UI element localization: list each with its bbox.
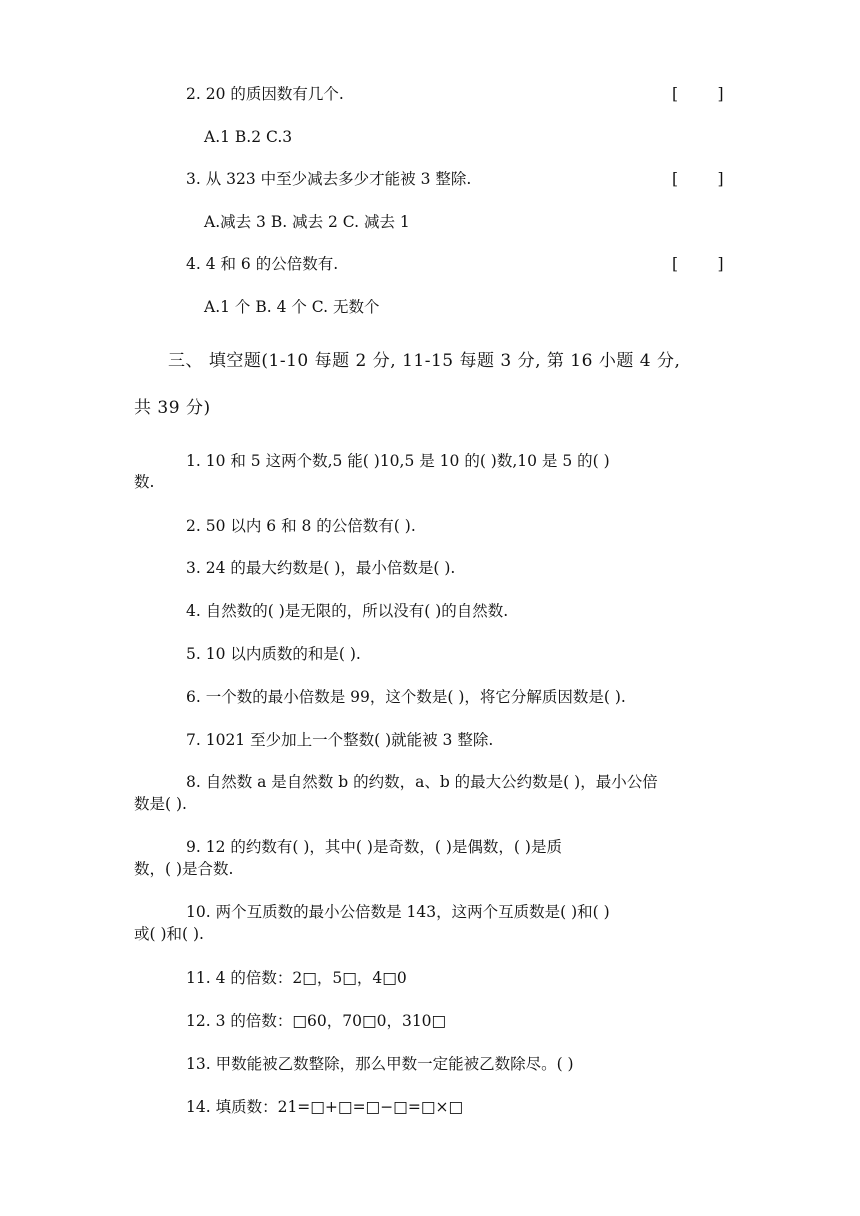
answer-bracket-3[interactable]: [ ] [672,170,724,188]
fill-question-9: 9. 12 的约数有( )，其中( )是奇数，( )是偶数，( )是质 [186,838,562,856]
fill-question-6: 6. 一个数的最小倍数是 99，这个数是( )，将它分解质因数是( ). [186,688,626,706]
fill-question-8-cont: 数是( ). [134,795,187,813]
choice-question-3: 3. 从 323 中至少减去多少才能被 3 整除. [186,170,472,188]
fill-question-11: 11. 4 的倍数：2□，5□，4□0 [186,969,407,987]
fill-question-12: 12. 3 的倍数：□60，70□0，310□ [186,1012,447,1030]
fill-question-4: 4. 自然数的( )是无限的，所以没有( )的自然数. [186,602,509,620]
choice-options-4: A.1 个 B. 4 个 C. 无数个 [204,298,380,316]
fill-question-3: 3. 24 的最大约数是( )，最小倍数是( ). [186,559,456,577]
fill-question-13: 13. 甲数能被乙数整除，那么甲数一定能被乙数除尽。( ) [186,1055,574,1073]
fill-question-7: 7. 1021 至少加上一个整数( )就能被 3 整除. [186,731,494,749]
fill-question-14: 14. 填质数：21=□+□=□−□=□×□ [186,1098,464,1116]
choice-options-2: A.1 B.2 C.3 [204,128,293,146]
fill-question-10-cont: 或( )和( ). [134,925,204,943]
fill-question-1-cont: 数. [134,473,155,491]
section-3-heading-cont: 共 39 分) [134,398,211,418]
fill-question-9-cont: 数，( )是合数. [134,860,234,878]
answer-bracket-2[interactable]: [ ] [672,85,724,103]
fill-question-8: 8. 自然数 a 是自然数 b 的约数，a、b 的最大公约数是( )，最小公倍 [186,773,658,791]
fill-question-1: 1. 10 和 5 这两个数,5 能( )10,5 是 10 的( )数,10 是 5 的( ) [186,452,610,470]
choice-question-2: 2. 20 的质因数有几个. [186,85,344,103]
choice-question-4: 4. 4 和 6 的公倍数有. [186,255,339,273]
fill-question-2: 2. 50 以内 6 和 8 的公倍数有( ). [186,517,416,535]
fill-question-5: 5. 10 以内质数的和是( ). [186,645,361,663]
fill-question-10: 10. 两个互质数的最小公倍数是 143，这两个互质数是( )和( ) [186,903,610,921]
answer-bracket-4[interactable]: [ ] [672,255,724,273]
choice-options-3: A.减去 3 B. 减去 2 C. 减去 1 [204,213,410,231]
section-3-heading: 三、 填空题(1-10 每题 2 分, 11-15 每题 3 分, 第 16 小题 4 分, [168,351,681,371]
